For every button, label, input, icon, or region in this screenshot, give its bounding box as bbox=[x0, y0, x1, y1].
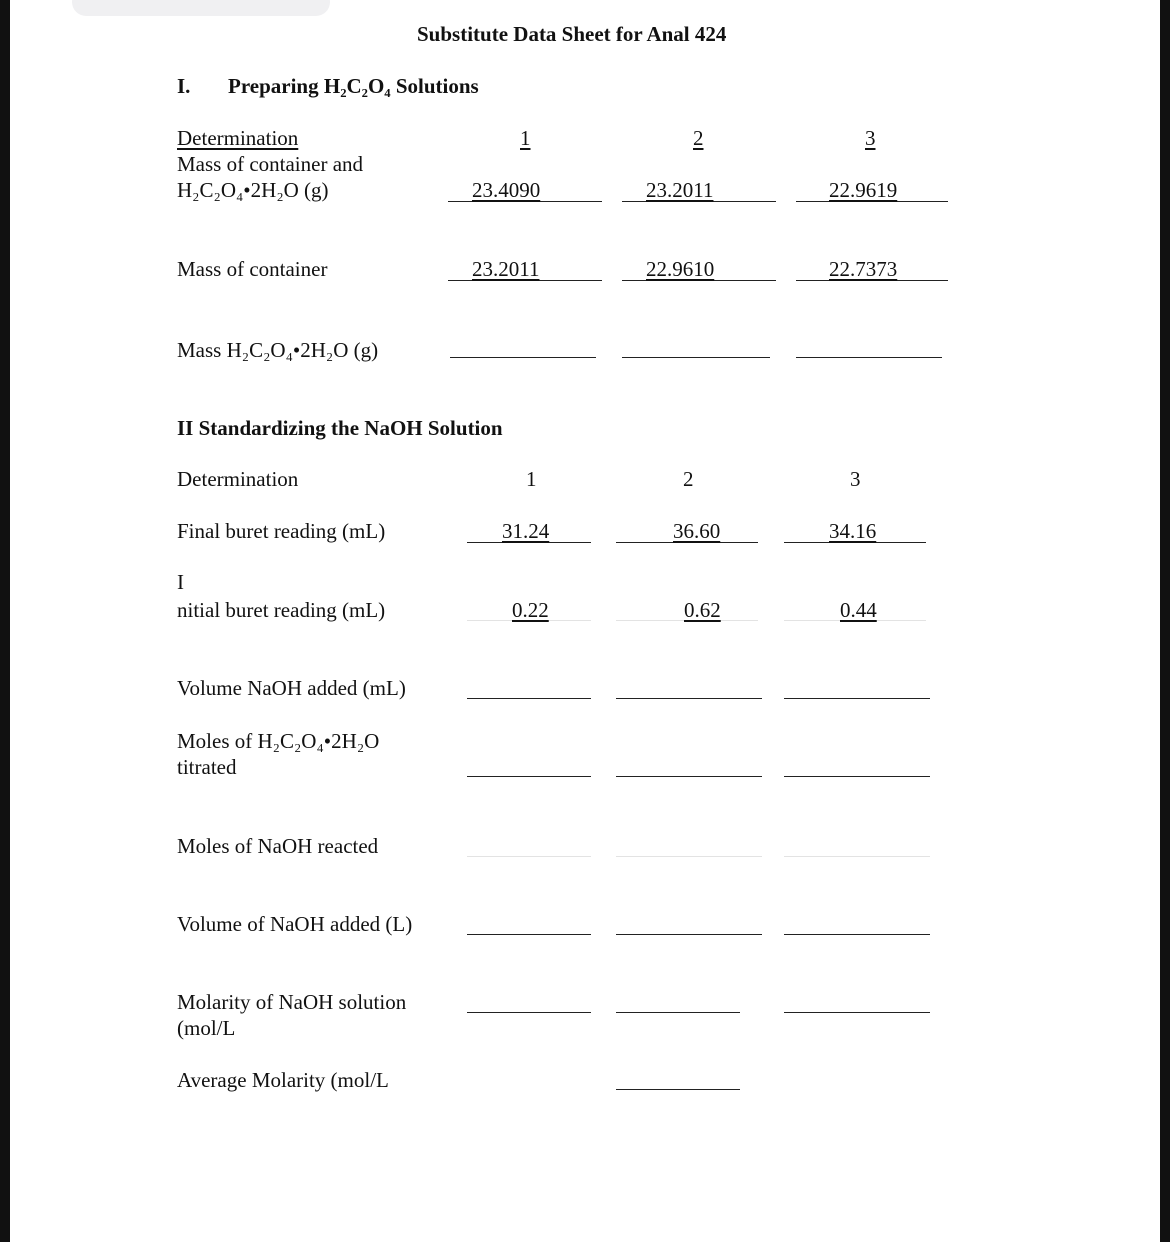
document-page bbox=[10, 0, 1160, 1242]
row-moles-acid-label-1: Moles of H₂C₂O₄•2H₂O bbox=[177, 729, 380, 753]
final-value-2: 36.60 bbox=[673, 519, 721, 543]
blank-line bbox=[616, 934, 762, 935]
initial-value-3: 0.44 bbox=[840, 598, 877, 622]
faint-line bbox=[784, 856, 930, 857]
blank-line bbox=[450, 357, 596, 358]
section1-col-3: 3 bbox=[865, 126, 876, 150]
row-volume-ml-label: Volume NaOH added (mL) bbox=[177, 676, 406, 700]
row-mass-total-label-1: Mass of container and bbox=[177, 152, 364, 176]
section1-number: I. bbox=[177, 74, 191, 98]
section1-col-1: 1 bbox=[520, 126, 531, 150]
initial-value-2: 0.62 bbox=[684, 598, 721, 622]
blank-line bbox=[616, 1089, 740, 1090]
final-value-3: 34.16 bbox=[829, 519, 877, 543]
blank-line bbox=[616, 698, 762, 699]
row-molarity-label-1: Molarity of NaOH solution bbox=[177, 990, 407, 1014]
blank-line bbox=[796, 357, 942, 358]
blank-line bbox=[784, 698, 930, 699]
row-moles-naoh-label: Moles of NaOH reacted bbox=[177, 834, 379, 858]
section2-col-3: 3 bbox=[850, 467, 861, 491]
row-moles-acid-label-2: titrated bbox=[177, 755, 237, 779]
row-mass-total-label-2: H₂C₂O₄•2H₂O (g) bbox=[177, 178, 329, 202]
mass-total-value-3: 22.9619 bbox=[829, 178, 898, 202]
row-molarity-label-2: (mol/L bbox=[177, 1016, 236, 1040]
final-value-1: 31.24 bbox=[502, 519, 550, 543]
blank-line bbox=[784, 1012, 930, 1013]
section1-col-2: 2 bbox=[693, 126, 704, 150]
mass-total-value-1: 23.4090 bbox=[472, 178, 541, 202]
blank-line bbox=[616, 776, 762, 777]
row-mass-container-label: Mass of container bbox=[177, 257, 328, 281]
faint-line bbox=[467, 856, 591, 857]
row-mass-acid-label: Mass H₂C₂O₄•2H₂O (g) bbox=[177, 338, 379, 362]
row-initial-label-1: I bbox=[177, 570, 184, 594]
row-avg-molarity-label: Average Molarity (mol/L bbox=[177, 1068, 389, 1092]
initial-value-1: 0.22 bbox=[512, 598, 549, 622]
mass-container-value-3: 22.7373 bbox=[829, 257, 898, 281]
blank-line bbox=[467, 934, 591, 935]
section1-heading: Preparing H₂C₂O₄ Solutions bbox=[228, 74, 479, 98]
row-final-label: Final buret reading (mL) bbox=[177, 519, 386, 543]
blank-line bbox=[467, 698, 591, 699]
blank-line bbox=[467, 1012, 591, 1013]
mass-container-value-1: 23.2011 bbox=[472, 257, 540, 281]
section1-col-header: Determination bbox=[177, 126, 299, 150]
blank-line bbox=[784, 934, 930, 935]
blank-line bbox=[616, 1012, 740, 1013]
row-volume-l-label: Volume of NaOH added (L) bbox=[177, 912, 413, 936]
section2-col-header: Determination bbox=[177, 467, 299, 491]
section2-col-1: 1 bbox=[526, 467, 537, 491]
page-title: Substitute Data Sheet for Anal 424 bbox=[417, 22, 727, 46]
blank-line bbox=[622, 357, 770, 358]
mass-container-value-2: 22.9610 bbox=[646, 257, 715, 281]
blank-line bbox=[467, 776, 591, 777]
viewer-tab[interactable] bbox=[72, 0, 330, 16]
mass-total-value-2: 23.2011 bbox=[646, 178, 714, 202]
section2-heading: II Standardizing the NaOH Solution bbox=[177, 416, 503, 440]
row-initial-label-2: nitial buret reading (mL) bbox=[177, 598, 386, 622]
section2-col-2: 2 bbox=[683, 467, 694, 491]
faint-line bbox=[616, 856, 762, 857]
blank-line bbox=[784, 776, 930, 777]
